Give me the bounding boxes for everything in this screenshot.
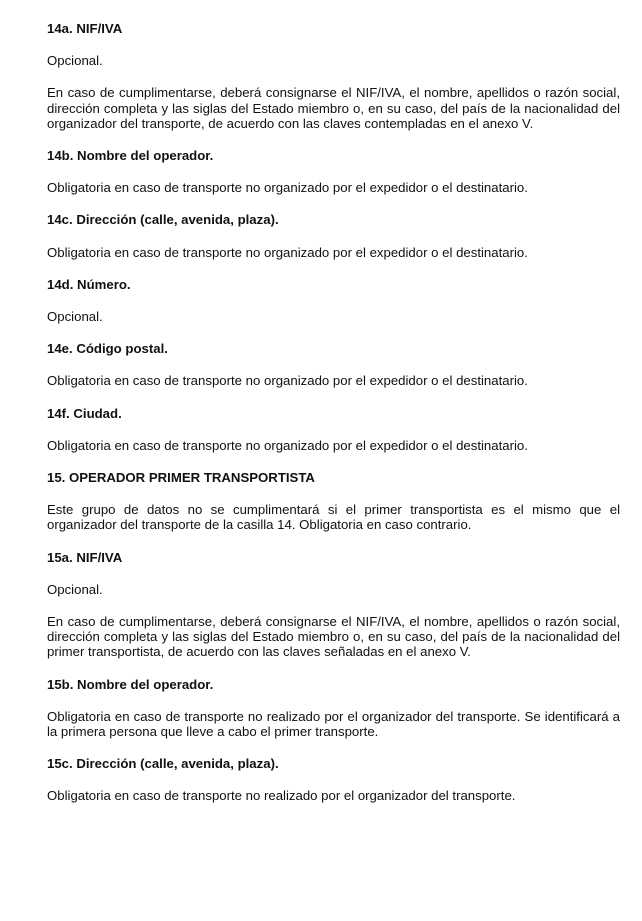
paragraph-14c: Obligatoria en caso de transporte no organizado por el expedidor o el destinatario. bbox=[47, 244, 528, 260]
paragraph-14f: Obligatoria en caso de transporte no organizado por el expedidor o el destinatario. bbox=[47, 437, 528, 453]
paragraph-14e: Obligatoria en caso de transporte no organizado por el expedidor o el destinatario. bbox=[47, 373, 528, 389]
section-heading-15: 15. OPERADOR PRIMER TRANSPORTISTA bbox=[47, 470, 315, 486]
paragraph-15a-optional: Opcional. bbox=[47, 581, 103, 597]
section-heading-15a: 15a. NIF/IVA bbox=[47, 549, 123, 565]
section-heading-14e: 14e. Código postal. bbox=[47, 341, 168, 357]
paragraph-14a-detail: En caso de cumplimentarse, deberá consignarse el NIF/IVA, el nombre, apellidos o razón social, dirección completa y las siglas del Estado miembro o, en su caso, del país de la nacionalidad del organizador del transporte, de acuerdo con las claves contempladas en el anexo V. bbox=[47, 85, 620, 131]
section-heading-14a: 14a. NIF/IVA bbox=[47, 21, 123, 36]
document-page bbox=[47, 21, 620, 821]
section-heading-14d: 14d. Número. bbox=[47, 276, 131, 292]
paragraph-15c: Obligatoria en caso de transporte no realizado por el organizador del transporte. bbox=[47, 788, 516, 804]
paragraph-15b: Obligatoria en caso de transporte no realizado por el organizador del transporte. Se identificará a la primera persona que lleve a cabo el primer transporte. bbox=[47, 708, 620, 740]
section-heading-15c: 15c. Dirección (calle, avenida, plaza). bbox=[47, 756, 279, 772]
section-heading-14c: 14c. Dirección (calle, avenida, plaza). bbox=[47, 212, 279, 228]
section-heading-14b: 14b. Nombre del operador. bbox=[47, 148, 214, 164]
paragraph-14b: Obligatoria en caso de transporte no organizado por el expedidor o el destinatario. bbox=[47, 180, 528, 196]
section-heading-15b: 15b. Nombre del operador. bbox=[47, 676, 214, 692]
paragraph-15: Este grupo de datos no se cumplimentará si el primer transportista es el mismo que el organizador del transporte de la casilla 14. Obligatoria en caso contrario. bbox=[47, 502, 620, 533]
paragraph-14a-optional: Opcional. bbox=[47, 53, 103, 69]
paragraph-14d: Opcional. bbox=[47, 309, 103, 325]
paragraph-15a-detail: En caso de cumplimentarse, deberá consignarse el NIF/IVA, el nombre, apellidos o razón social, dirección completa y las siglas del Estado miembro o, en su caso, del país de la nacionalidad del primer transportista, de acuerdo con las claves señaladas en el anexo V. bbox=[47, 614, 620, 660]
section-heading-14f: 14f. Ciudad. bbox=[47, 405, 122, 421]
